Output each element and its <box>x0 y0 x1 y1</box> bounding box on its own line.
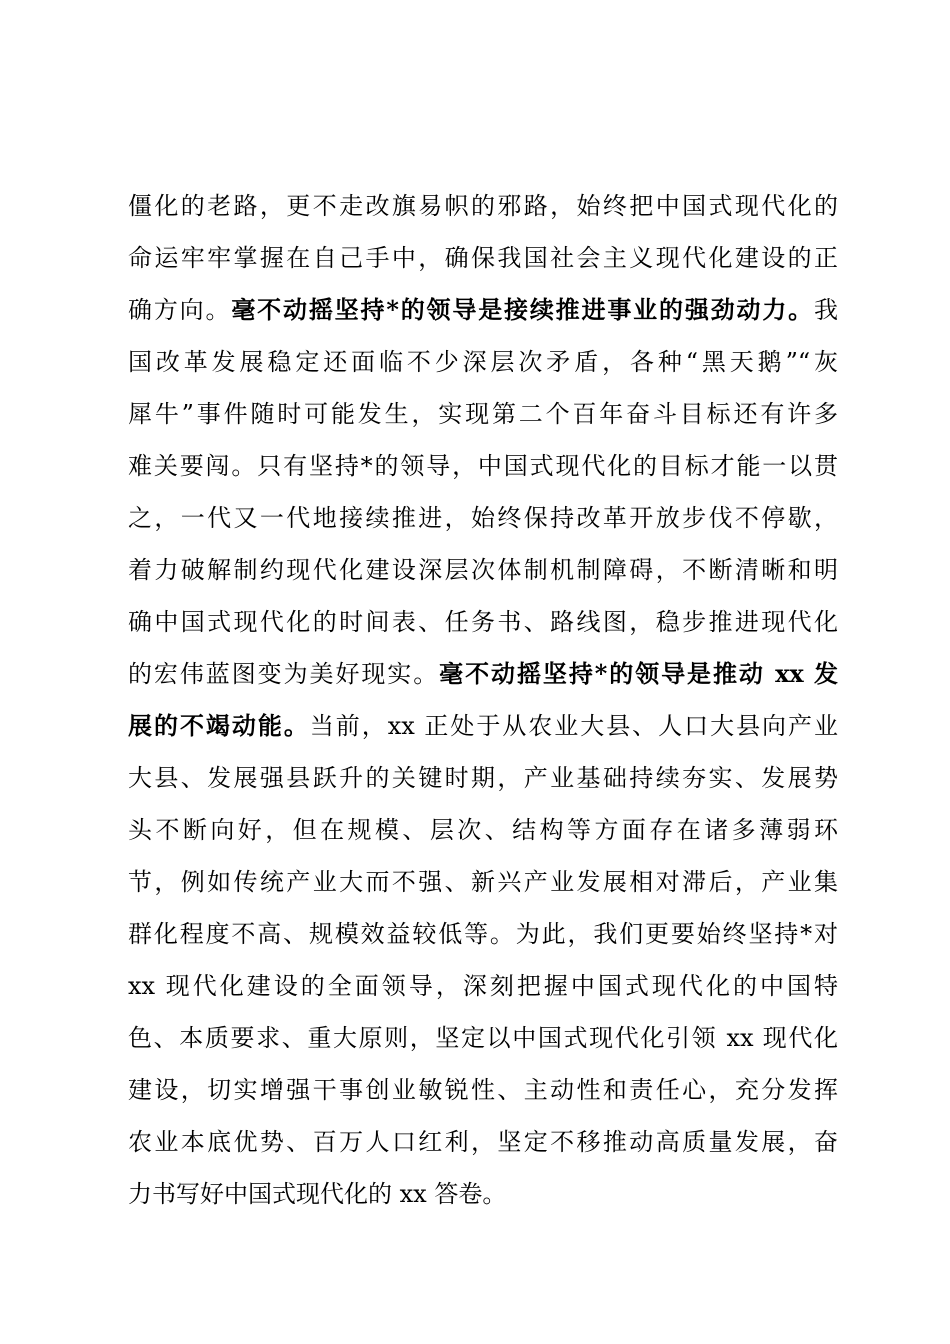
text-line <box>128 544 838 596</box>
text-segment: 群化程度不高、规模效益较低等。为此，我们更要始终坚持*对 <box>128 920 838 948</box>
text-line <box>128 752 838 804</box>
text-line <box>128 1116 838 1168</box>
text-segment: 建设，切实增强干事创业敏锐性、主动性和责任心，充分发挥 <box>128 1076 838 1104</box>
text-segment: 当前，xx 正处于从农业大县、人口大县向产业 <box>309 712 838 740</box>
text-segment: 国改革发展稳定还面临不少深层次矛盾，各种“黑天鹅”“灰 <box>128 348 838 376</box>
text-line <box>128 960 838 1012</box>
text-segment: 僵化的老路，更不走改旗易帜的邪路，始终把中国式现代化的 <box>128 192 838 220</box>
text-line <box>128 700 838 752</box>
text-segment: 大县、发展强县跃升的关键时期，产业基础持续夯实、发展势 <box>128 764 838 792</box>
text-segment: 确中国式现代化的时间表、任务书、路线图，稳步推进现代化 <box>128 608 838 636</box>
text-line <box>128 648 838 700</box>
text-line <box>128 440 838 492</box>
body-paragraph <box>128 180 838 1220</box>
text-line <box>128 856 838 908</box>
text-segment: 农业本底优势、百万人口红利，坚定不移推动高质量发展，奋 <box>128 1128 838 1156</box>
text-line <box>128 804 838 856</box>
text-segment: 确方向。 <box>128 296 232 324</box>
text-segment: 力书写好中国式现代化的 xx 答卷。 <box>128 1180 507 1208</box>
text-line <box>128 180 838 232</box>
text-line <box>128 336 838 388</box>
text-segment: 色、本质要求、重大原则，坚定以中国式现代化引领 xx 现代化 <box>128 1024 838 1052</box>
text-segment: 命运牢牢掌握在自己手中，确保我国社会主义现代化建设的正 <box>128 244 838 272</box>
text-line <box>128 908 838 960</box>
text-segment: 我 <box>814 296 838 324</box>
text-segment: 头不断向好，但在规模、层次、结构等方面存在诸多薄弱环 <box>128 816 838 844</box>
text-line <box>128 388 838 440</box>
text-line <box>128 1064 838 1116</box>
text-line <box>128 284 838 336</box>
text-segment: xx 现代化建设的全面领导，深刻把握中国式现代化的中国特 <box>128 972 838 1000</box>
bold-text-segment: 展的不竭动能。 <box>128 711 310 740</box>
text-line <box>128 492 838 544</box>
text-segment: 犀牛”事件随时可能发生，实现第二个百年奋斗目标还有许多 <box>128 400 838 428</box>
text-segment: 难关要闯。只有坚持*的领导，中国式现代化的目标才能一以贯 <box>128 452 838 480</box>
bold-text-segment: 毫不动摇坚持*的领导是接续推进事业的强劲动力。 <box>231 295 814 324</box>
text-segment: 着力破解制约现代化建设深层次体制机制障碍，不断清晰和明 <box>128 556 838 584</box>
text-line <box>128 1012 838 1064</box>
text-segment: 之，一代又一代地接续推进，始终保持改革开放步伐不停歇， <box>128 504 838 532</box>
bold-text-segment: 毫不动摇坚持*的领导是推动 xx 发 <box>439 659 838 688</box>
text-line <box>128 596 838 648</box>
text-segment: 节，例如传统产业大而不强、新兴产业发展相对滞后，产业集 <box>128 868 838 896</box>
text-line <box>128 1168 838 1220</box>
text-line <box>128 232 838 284</box>
text-segment: 的宏伟蓝图变为美好现实。 <box>128 660 440 688</box>
